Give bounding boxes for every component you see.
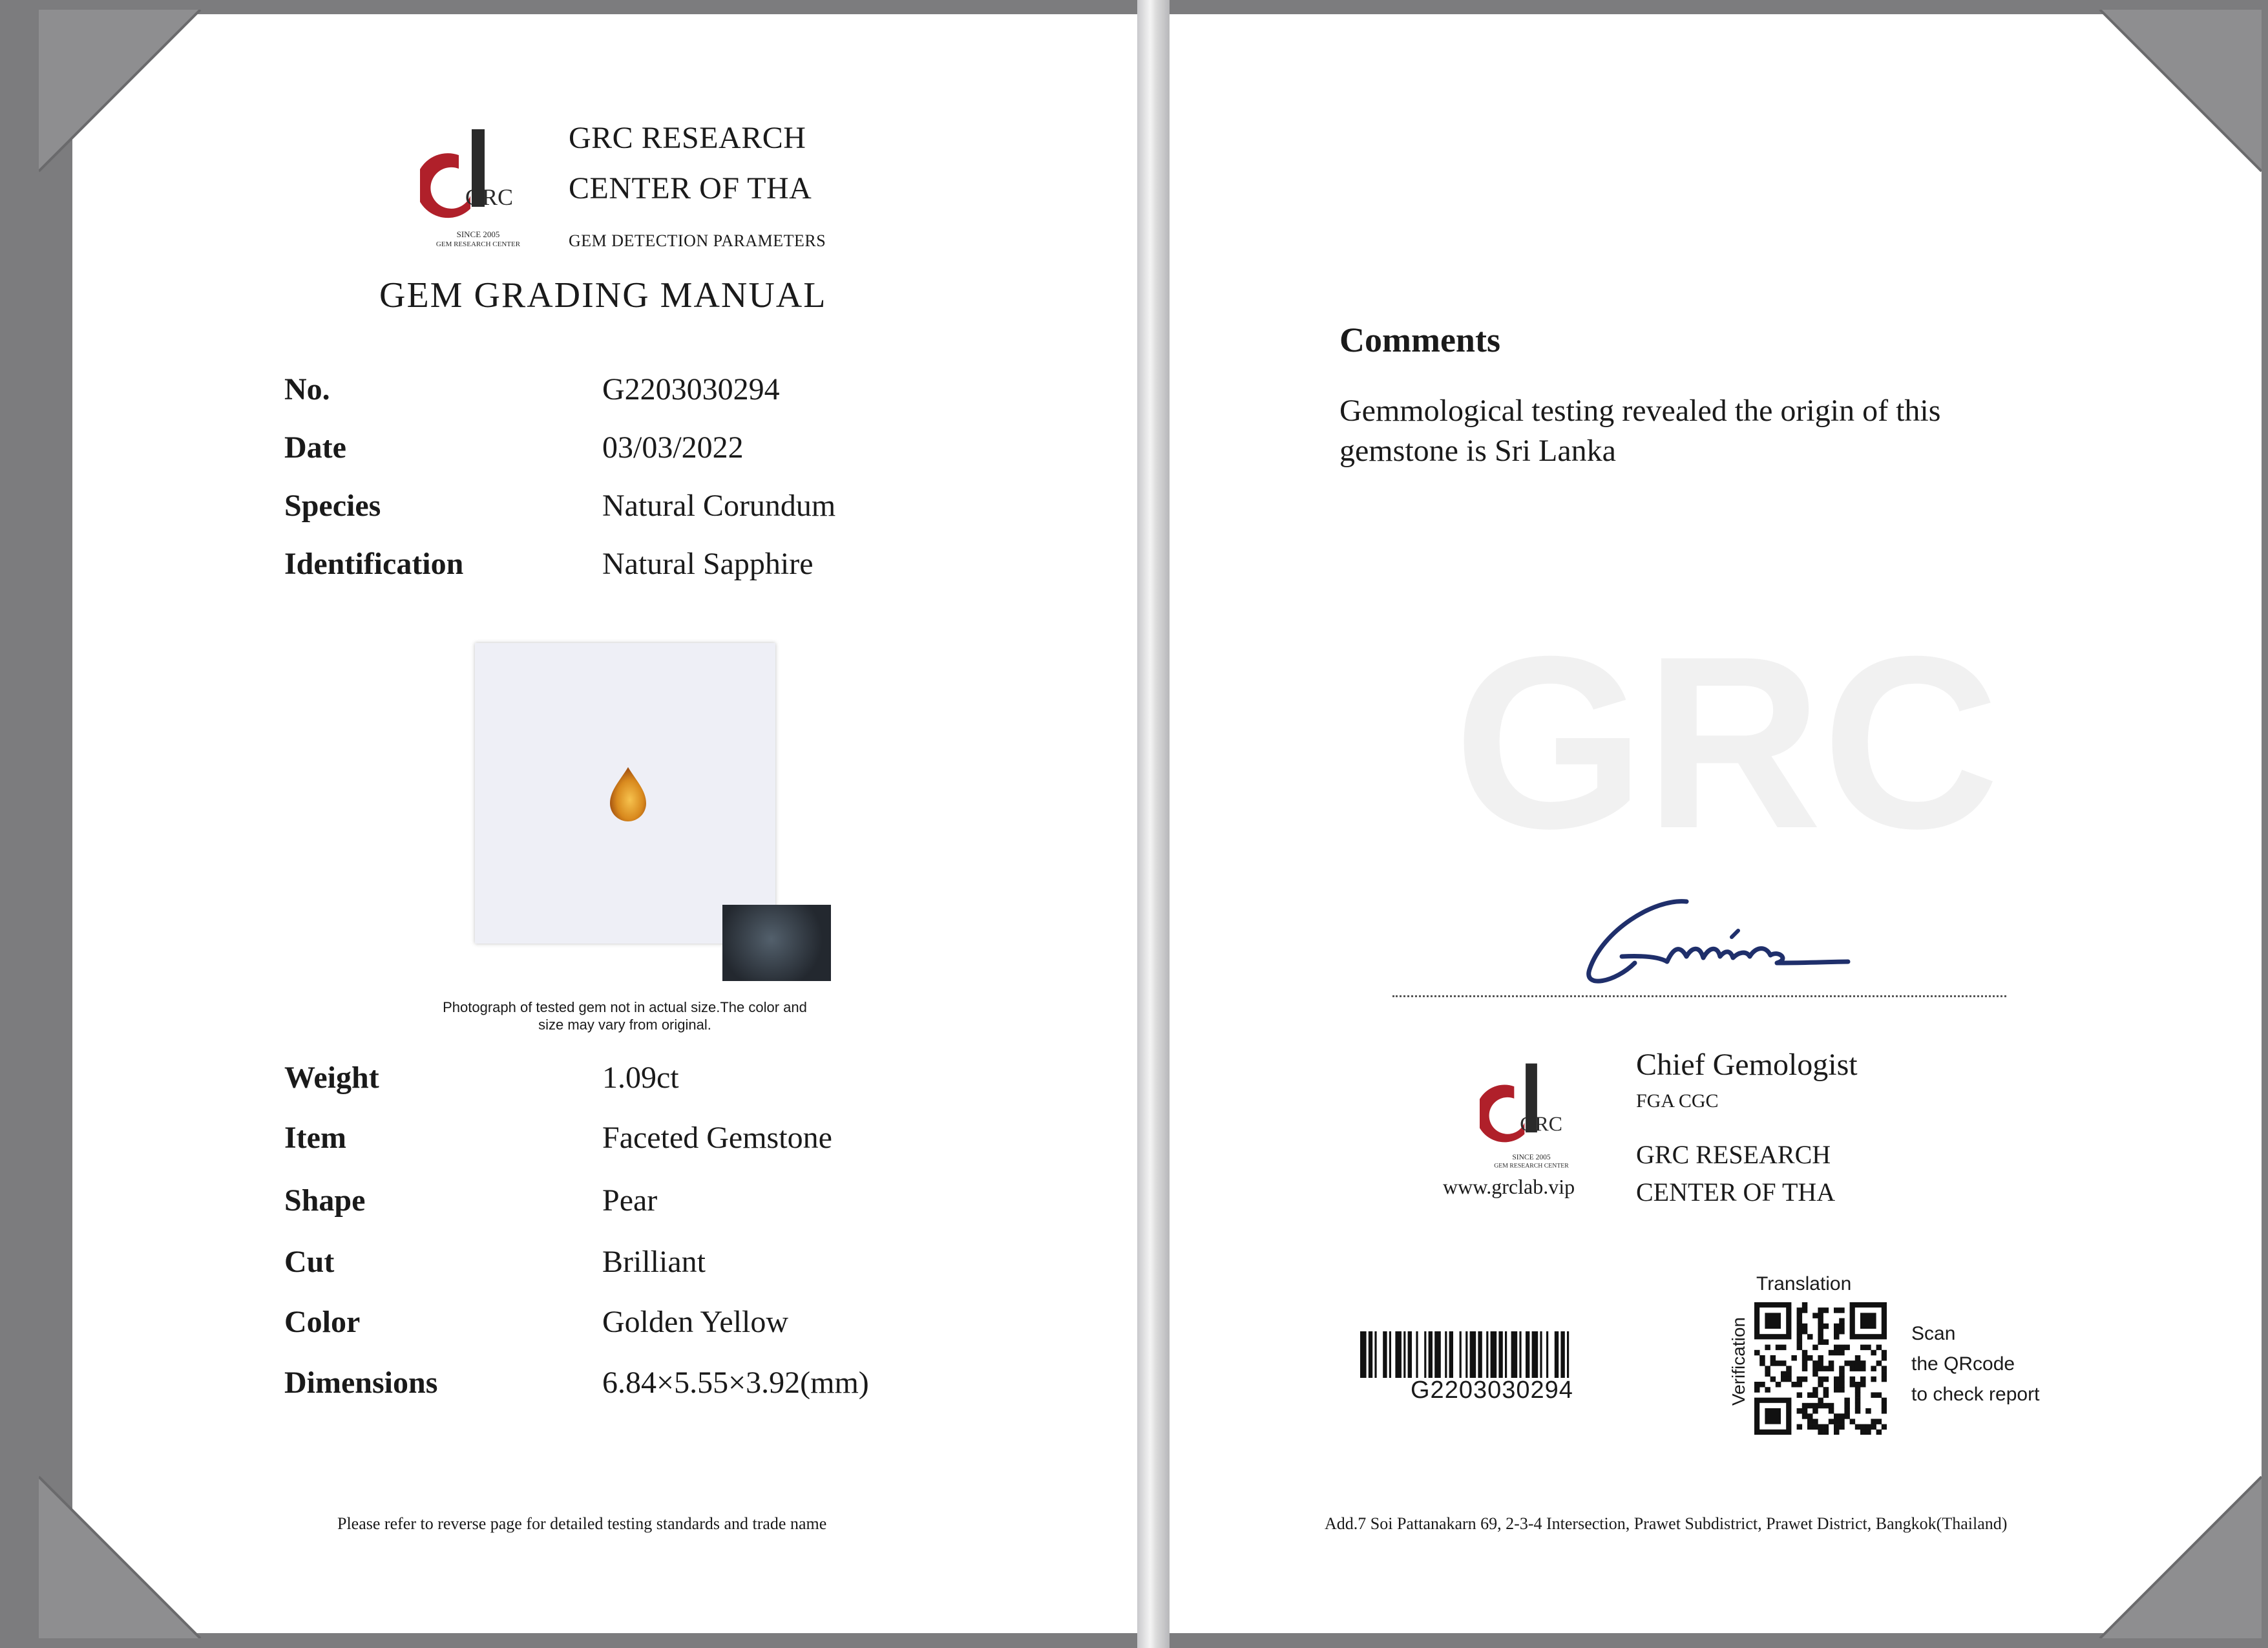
barcode-bar [1526,1331,1529,1378]
qr-module [1765,1387,1770,1393]
qr-module [1876,1419,1882,1424]
qr-module [1776,1360,1781,1366]
qr-module [1797,1307,1803,1313]
qr-module [1786,1366,1792,1371]
qr-module [1882,1371,1887,1377]
qr-module [1776,1382,1781,1388]
barcode-bar [1560,1331,1564,1378]
grc-logo-icon [420,126,536,255]
barcode-bar [1478,1331,1482,1378]
qr-module [1829,1350,1834,1356]
qr-module [1865,1424,1871,1430]
qr-module [1797,1324,1803,1329]
verification-label: Verification [1728,1317,1748,1406]
barcode-bar [1470,1331,1476,1378]
qr-module [1834,1387,1840,1393]
barcode-bar [1491,1331,1497,1378]
value-color: Golden Yellow [602,1305,789,1339]
qr-module [1823,1403,1829,1409]
qr-module [1812,1313,1818,1318]
qr-module [1882,1377,1887,1382]
qr-module [1871,1392,1876,1398]
qr-module [1770,1355,1776,1361]
barcode-number: G2203030294 [1411,1377,1573,1404]
qr-module [1860,1377,1866,1382]
qr-module [1834,1419,1840,1424]
qr-module [1855,1387,1861,1393]
qr-module [1807,1413,1813,1419]
logo-center-right: GEM RESEARCH CENTER [1494,1162,1569,1170]
barcode-bar [1540,1331,1542,1378]
qr-module [1855,1366,1861,1371]
qr-module [1797,1334,1803,1340]
qr-module [1759,1360,1765,1366]
qr-module [1818,1355,1823,1361]
scan-line2: the QRcode [1911,1353,2015,1375]
qr-module [1823,1430,1829,1435]
qr-module [1839,1329,1845,1335]
qr-module [1882,1366,1887,1371]
qr-module [1839,1413,1845,1419]
grc-logo-icon-right [1480,1060,1583,1176]
barcode-bar [1486,1331,1488,1378]
qr-module [1865,1408,1871,1414]
qr-module [1882,1350,1887,1356]
label-species: Species [284,489,381,523]
scan-line1: Scan [1911,1323,1956,1344]
qr-module [1855,1392,1861,1398]
qr-module [1797,1408,1803,1414]
qr-module [1759,1382,1765,1388]
qr-module [1781,1371,1787,1377]
qr-module [1802,1324,1808,1329]
value-shape: Pear [602,1183,658,1218]
qr-module [1871,1424,1876,1430]
qr-module [1834,1382,1840,1388]
barcode [1360,1331,1648,1378]
qr-module [1823,1339,1829,1345]
comments-line1: Gemmological testing revealed the origin of this [1339,394,1941,428]
signature [1577,885,1854,995]
photo-note-line1: Photograph of tested gem not in actual size.The color and [443,999,807,1015]
barcode-bar [1555,1331,1559,1378]
qr-module [1812,1424,1818,1430]
barcode-bar [1434,1331,1441,1378]
barcode-bar [1424,1331,1426,1378]
qr-module [1818,1424,1823,1430]
barcode-bar [1498,1331,1502,1378]
qr-module [1855,1355,1861,1361]
qr-module [1823,1377,1829,1382]
label-dimensions: Dimensions [284,1366,438,1400]
qr-module [1882,1424,1887,1430]
qr-module [1834,1345,1840,1351]
qr-module [1839,1307,1845,1313]
lab-name-line2: CENTER OF THA [569,171,812,206]
qr-module [1754,1350,1760,1356]
qr-module [1802,1408,1808,1414]
label-identification: Identification [284,547,464,581]
barcode-bar [1460,1331,1462,1378]
qr-module [1791,1355,1797,1361]
qr-module [1812,1360,1818,1366]
logo-since-right: SINCE 2005 [1512,1154,1551,1161]
qr-module [1786,1377,1792,1382]
qr-module [1802,1350,1808,1356]
value-species: Natural Corundum [602,489,836,523]
qr-module [1855,1360,1861,1366]
qr-module [1802,1307,1808,1313]
qr-module [1812,1366,1818,1371]
qr-module [1812,1345,1818,1351]
qr-module [1860,1424,1866,1430]
qr-module [1844,1413,1850,1419]
barcode-bar [1511,1331,1518,1378]
barcode-bar [1445,1331,1447,1378]
qr-module [1797,1313,1803,1318]
qr-module [1818,1318,1823,1324]
lab-name-line1: GRC RESEARCH [569,121,806,155]
qr-module [1829,1366,1834,1371]
label-cut: Cut [284,1245,335,1279]
qr-module [1839,1350,1845,1356]
qr-module [1839,1377,1845,1382]
qr-module [1839,1371,1845,1377]
photo-note-line2: size may vary from original. [538,1017,711,1033]
qr-module [1770,1360,1776,1366]
qr-module [1844,1398,1850,1404]
qr-module [1865,1430,1871,1435]
qr-module [1802,1360,1808,1366]
qr-module [1797,1329,1803,1335]
value-no: G2203030294 [602,372,780,407]
qr-module [1791,1382,1797,1388]
qr-module [1829,1419,1834,1424]
barcode-bar [1389,1331,1391,1378]
qr-module [1807,1424,1813,1430]
qr-module [1834,1307,1840,1313]
qr-module [1802,1302,1808,1308]
lab-name [569,113,812,214]
qr-finder [1765,1408,1781,1424]
signature-line [1392,995,2006,997]
barcode-bar [1429,1331,1433,1378]
qr-module [1807,1403,1813,1409]
qr-module [1759,1355,1765,1361]
photo-note [399,998,851,1033]
qr-module [1765,1371,1770,1377]
qr-module [1860,1366,1866,1371]
qr-module [1818,1366,1823,1371]
qr-module [1781,1377,1787,1382]
comments-line2: gemstone is Sri Lanka [1339,434,1616,468]
qr-module [1797,1318,1803,1324]
qr-module [1797,1339,1803,1345]
qr-module [1802,1403,1808,1409]
qr-module [1765,1366,1770,1371]
qr-module [1839,1324,1845,1329]
qr-module [1818,1377,1823,1382]
label-item: Item [284,1121,346,1155]
qr-module [1876,1360,1882,1366]
value-date: 03/03/2022 [602,430,744,465]
logo-center: GEM RESEARCH CENTER [436,240,521,248]
grc-info [1636,1136,1835,1211]
comments-title: Comments [1339,321,1500,359]
qr-module [1860,1382,1866,1388]
barcode-bar [1403,1331,1405,1378]
qr-module [1781,1345,1787,1351]
address-footer: Add.7 Soi Pattanakarn 69, 2-3-4 Intersection, Prawet Subdistrict, Prawet District, Bangkok(Thailand) [1325,1514,2008,1533]
qr-module [1839,1382,1845,1388]
corner-pocket-top-right [2094,10,2262,178]
qr-module [1829,1360,1834,1366]
qr-module [1855,1382,1861,1388]
chief-credentials: FGA CGC [1636,1090,1719,1112]
barcode-bar [1505,1331,1507,1378]
qr-module [1807,1355,1813,1361]
barcode-bar [1369,1331,1372,1378]
watermark-grc: GRC [1454,605,2000,880]
barcode-bar [1519,1331,1521,1378]
qr-module [1876,1392,1882,1398]
qr-module [1812,1371,1818,1377]
corner-pocket-bottom-left [39,1470,207,1638]
qr-module [1855,1408,1861,1414]
scan-instructions [1911,1318,2039,1410]
qr-module [1876,1345,1882,1351]
qr-module [1844,1403,1850,1409]
qr-module [1818,1313,1823,1318]
qr-module [1812,1419,1818,1424]
qr-module [1844,1408,1850,1414]
qr-module [1781,1360,1787,1366]
logo-letters-right: GRC [1520,1112,1563,1136]
qr-code-icon [1754,1302,1887,1435]
grc-info-line2: CENTER OF THA [1636,1178,1836,1207]
qr-module [1807,1419,1813,1424]
qr-module [1871,1366,1876,1371]
barcode-bar [1546,1331,1548,1378]
qr-module [1834,1377,1840,1382]
qr-module [1834,1350,1840,1356]
qr-module [1844,1345,1850,1351]
translation-label: Translation [1756,1273,1852,1294]
qr-module [1871,1419,1876,1424]
qr-module [1812,1392,1818,1398]
qr-module [1754,1387,1760,1393]
qr-module [1844,1360,1850,1366]
qr-module [1818,1334,1823,1340]
qr-module [1829,1403,1834,1409]
qr-module [1823,1324,1829,1329]
scan-line3: to check report [1911,1384,2040,1405]
qr-module [1871,1350,1876,1356]
value-dimensions: 6.84×5.55×3.92(mm) [602,1366,869,1400]
chief-title: Chief Gemologist [1636,1048,1858,1082]
hologram-seal [722,905,831,981]
qr-module [1876,1430,1882,1435]
label-date: Date [284,430,346,465]
qr-module [1765,1345,1770,1351]
qr-module [1807,1392,1813,1398]
qr-module [1818,1430,1823,1435]
left-footer-note: Please refer to reverse page for detailed testing standards and trade name [337,1514,827,1533]
qr-module [1855,1424,1861,1430]
value-identification: Natural Sapphire [602,547,814,581]
qr-module [1839,1318,1845,1324]
qr-module [1850,1377,1856,1382]
folder-spine [1137,0,1170,1648]
qr-finder [1765,1313,1781,1329]
qr-module [1818,1403,1823,1409]
qr-module [1834,1324,1840,1329]
value-cut: Brilliant [602,1245,706,1279]
qr-module [1818,1382,1823,1388]
barcode-bar [1465,1331,1467,1378]
logo-letters: GRC [465,184,514,210]
qr-module [1797,1345,1803,1351]
qr-module [1818,1324,1823,1329]
qr-module [1823,1366,1829,1371]
barcode-bar [1374,1331,1376,1378]
qr-module [1786,1371,1792,1377]
qr-module [1823,1387,1829,1393]
qr-module [1882,1403,1887,1409]
corner-pocket-bottom-right [2094,1470,2262,1638]
qr-module [1834,1424,1840,1430]
logo-since: SINCE 2005 [456,229,500,239]
label-shape: Shape [284,1183,366,1218]
qr-module [1807,1334,1813,1340]
lab-subtitle: GEM DETECTION PARAMETERS [569,231,826,250]
qr-module [1860,1430,1866,1435]
qr-module [1839,1419,1845,1424]
qr-module [1850,1419,1856,1424]
barcode-bar [1449,1331,1453,1378]
qr-module [1850,1360,1856,1366]
qr-module [1802,1413,1808,1419]
qr-module [1839,1387,1845,1393]
qr-module [1797,1382,1803,1388]
barcode-bar [1408,1331,1412,1378]
qr-module [1871,1377,1876,1382]
barcode-bar [1567,1331,1569,1378]
barcode-bar [1383,1331,1387,1378]
qr-module [1882,1398,1887,1404]
qr-module [1802,1366,1808,1371]
qr-module [1818,1360,1823,1366]
qr-module [1860,1345,1866,1351]
barcode-bar [1395,1331,1402,1378]
gem-pear-icon [607,766,649,824]
qr-module [1812,1408,1818,1414]
qr-module [1839,1424,1845,1430]
grc-info-line1: GRC RESEARCH [1636,1140,1831,1169]
gem-photo [475,643,775,944]
qr-module [1797,1424,1803,1430]
qr-module [1823,1307,1829,1313]
qr-module [1839,1366,1845,1371]
corner-pocket-top-left [39,10,207,178]
qr-module [1834,1430,1840,1435]
label-no: No. [284,372,330,407]
qr-module [1818,1339,1823,1345]
qr-module [1860,1360,1866,1366]
barcode-bar [1416,1331,1418,1378]
qr-module [1797,1392,1803,1398]
manual-title: GEM GRADING MANUAL [379,275,827,315]
qr-module [1834,1334,1840,1340]
qr-module [1850,1382,1856,1388]
qr-module [1797,1377,1803,1382]
qr-module [1865,1345,1871,1351]
qr-module [1812,1403,1818,1409]
qr-module [1834,1413,1840,1419]
value-item: Faceted Gemstone [602,1121,832,1155]
qr-module [1882,1408,1887,1414]
qr-module [1850,1366,1856,1371]
qr-module [1855,1398,1861,1404]
qr-module [1882,1355,1887,1361]
qr-module [1823,1424,1829,1430]
comments-text [1339,391,2083,471]
label-color: Color [284,1305,361,1339]
website-text: www.grclab.vip [1443,1175,1575,1198]
qr-module [1776,1345,1781,1351]
qr-module [1754,1382,1760,1388]
qr-module [1802,1355,1808,1361]
barcode-bar [1360,1331,1367,1378]
barcode-bar [1532,1331,1538,1378]
qr-module [1823,1392,1829,1398]
qr-module [1818,1398,1823,1404]
label-weight: Weight [284,1061,379,1095]
qr-module [1855,1403,1861,1409]
qr-module [1770,1377,1776,1382]
qr-module [1818,1329,1823,1335]
qr-module [1818,1307,1823,1313]
qr-module [1812,1387,1818,1393]
qr-module [1802,1329,1808,1335]
qr-module [1839,1345,1845,1351]
qr-finder [1860,1313,1876,1329]
qr-module [1834,1329,1840,1335]
qr-module [1802,1377,1808,1382]
qr-module [1829,1408,1834,1414]
value-weight: 1.09ct [602,1061,679,1095]
